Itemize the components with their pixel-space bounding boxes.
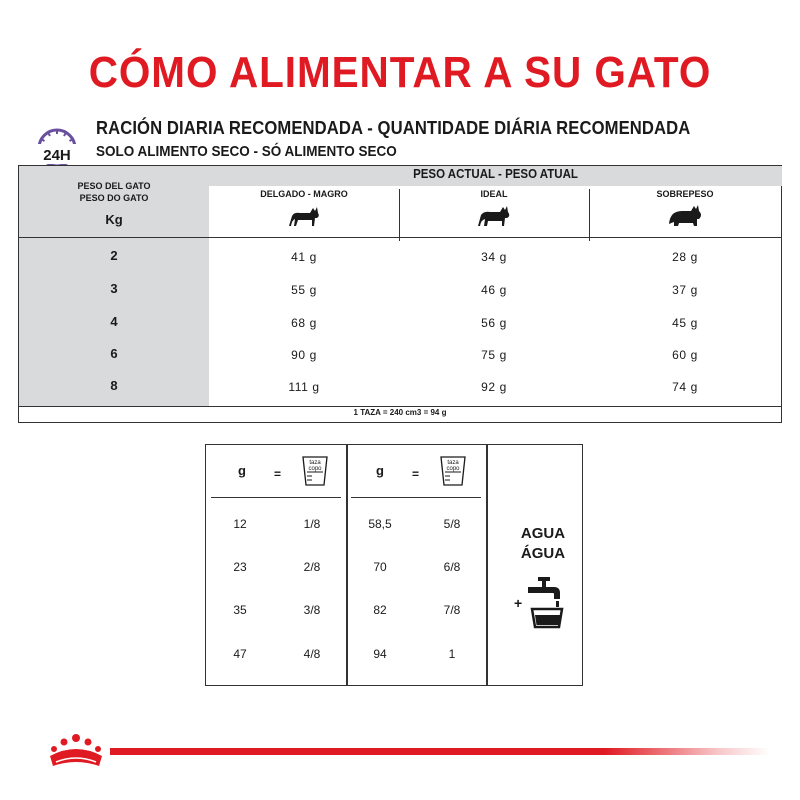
- ration-cell: 90 g: [291, 348, 317, 362]
- ration-cell: 74 g: [672, 380, 698, 394]
- conversion-cups: 5/8: [443, 517, 461, 531]
- grams-header: g: [238, 463, 246, 478]
- ration-cell: 46 g: [481, 283, 507, 297]
- row-weight: 2: [110, 248, 118, 263]
- conversion-grams: 23: [233, 560, 247, 574]
- equals-sign: =: [274, 467, 282, 481]
- row-weight: 4: [110, 314, 118, 329]
- ration-cell: 56 g: [481, 316, 507, 330]
- measuring-cup-icon: [301, 455, 329, 487]
- clock-24h-icon: [30, 126, 84, 168]
- ration-cell: 37 g: [672, 283, 698, 297]
- column-header-overweight: SOBREPESO: [656, 189, 714, 199]
- ration-cell: 75 g: [481, 348, 507, 362]
- conversion-cups: 3/8: [303, 603, 321, 617]
- weight-header-line2: PESO DO GATO: [79, 193, 149, 203]
- cup-label-taza: taza: [447, 460, 459, 466]
- footer-red-bar: [110, 748, 770, 755]
- conversion-cups: 4/8: [303, 647, 321, 661]
- conversion-grams: 35: [233, 603, 247, 617]
- conversion-header-divider: [351, 497, 481, 498]
- conversion-grams: 70: [373, 560, 387, 574]
- conversion-cups: 1/8: [303, 517, 321, 531]
- ration-cell: 60 g: [672, 348, 698, 362]
- grams-header: g: [376, 463, 384, 478]
- row-weight: 8: [110, 378, 118, 393]
- conversion-grams: 58,5: [368, 517, 392, 531]
- clock-label: 24H: [43, 147, 71, 164]
- ration-cell: 34 g: [481, 250, 507, 264]
- ideal-cat-icon: [476, 204, 512, 228]
- ration-cell: 41 g: [291, 250, 317, 264]
- ration-cell: 28 g: [672, 250, 698, 264]
- footer-divider: [19, 406, 781, 407]
- plus-sign: +: [514, 595, 523, 611]
- conversion-cups: 6/8: [443, 560, 461, 574]
- conversion-cups: 2/8: [303, 560, 321, 574]
- row-weight: 6: [110, 346, 118, 361]
- conversion-cups: 7/8: [443, 603, 461, 617]
- conversion-grams: 12: [233, 517, 247, 531]
- conversion-grams: 82: [373, 603, 387, 617]
- conversion-header-divider: [211, 497, 341, 498]
- ration-cell: 68 g: [291, 316, 317, 330]
- column-header-thin: DELGADO - MAGRO: [260, 189, 348, 199]
- cup-label-taza: taza: [309, 460, 321, 466]
- page-title: CÓMO ALIMENTAR A SU GATO: [88, 48, 712, 97]
- subtitle-daily-ration: RACIÓN DIARIA RECOMENDADA - QUANTIDADE DIÁRIA RECOMENDADA: [96, 117, 691, 138]
- column-header-ideal: IDEAL: [480, 189, 508, 199]
- cup-label-copo: copo: [308, 466, 322, 472]
- water-label-pt: ÁGUA: [520, 545, 566, 562]
- conversion-grams: 94: [373, 647, 387, 661]
- equals-sign: =: [412, 467, 420, 481]
- weight-unit: Kg: [105, 212, 123, 227]
- cup-label-copo: copo: [446, 466, 460, 472]
- ration-cell: 55 g: [291, 283, 317, 297]
- subtitle-dry-food: SOLO ALIMENTO SECO - SÓ ALIMENTO SECO: [96, 143, 397, 160]
- ration-table: [18, 165, 782, 423]
- water-label-es: AGUA: [520, 525, 566, 542]
- overweight-cat-icon: [667, 204, 703, 228]
- conversion-divider: [486, 445, 488, 685]
- ration-cell: 111 g: [288, 380, 320, 394]
- actual-weight-header: PESO ACTUAL - PESO ATUAL: [413, 167, 578, 181]
- conversion-table: [205, 444, 583, 686]
- conversion-divider: [346, 445, 348, 685]
- ration-cell: 92 g: [481, 380, 507, 394]
- cup-footnote: 1 TAZA = 240 cm3 = 94 g: [353, 408, 447, 417]
- measuring-cup-icon: [439, 455, 467, 487]
- royal-canin-crown-logo: [44, 732, 108, 772]
- conversion-grams: 47: [233, 647, 247, 661]
- water-tap-bowl-icon: [524, 575, 564, 631]
- thin-cat-icon: [286, 204, 322, 228]
- header-divider: [19, 237, 781, 238]
- weight-header: [19, 180, 209, 204]
- ration-cell: 45 g: [672, 316, 698, 330]
- weight-header-line1: PESO DEL GATO: [77, 181, 151, 191]
- conversion-cups: 1: [448, 647, 456, 661]
- row-weight: 3: [110, 281, 118, 296]
